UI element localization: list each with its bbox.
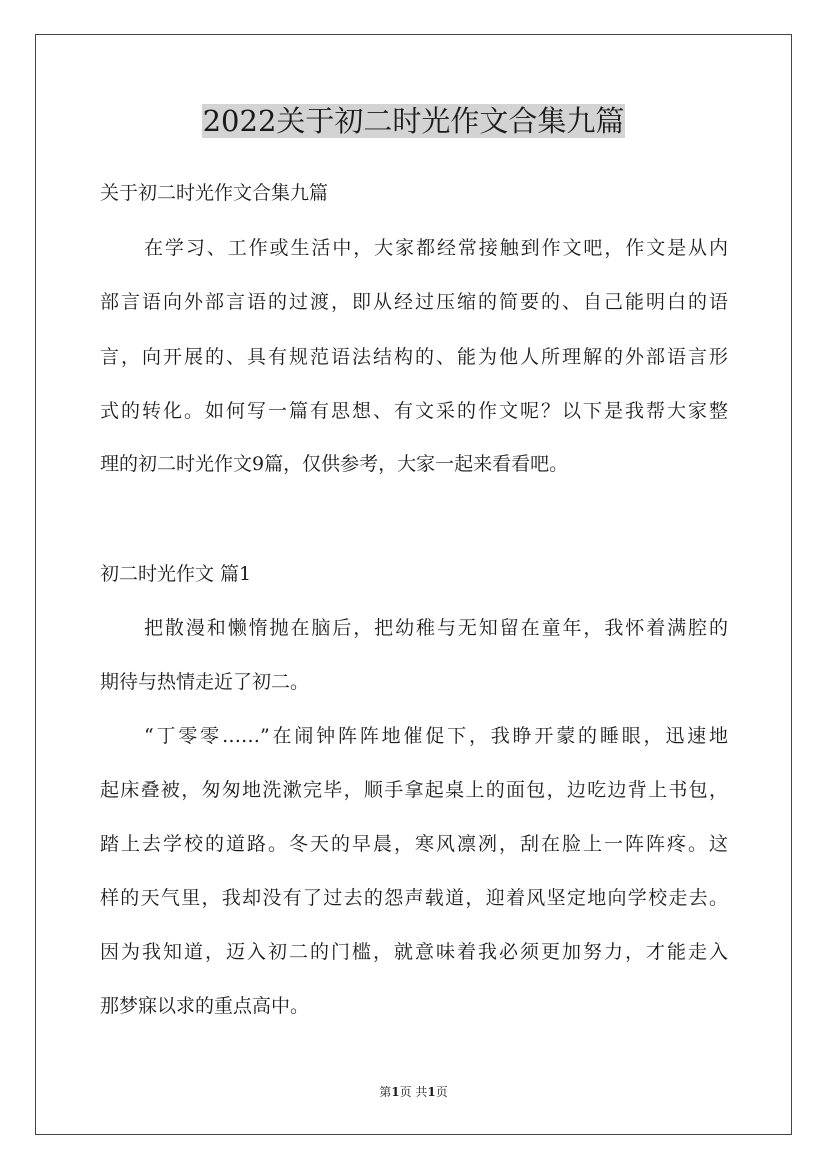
page-footer xyxy=(0,1084,827,1100)
section1-para2-line-5: 因为我知道，迈入初二的门槛，就意味着我必须更加努力，才能走入 xyxy=(100,941,728,963)
intro-line-2: 部言语向外部言语的过渡，即从经过压缩的简要的、自己能明白的语 xyxy=(100,291,728,313)
intro-line-5: 理的初二时光作文9篇，仅供参考，大家一起来看看吧。 xyxy=(100,453,569,475)
footer-suffix: 页 xyxy=(435,1085,448,1099)
footer-page-total: 1 xyxy=(427,1085,436,1099)
intro-line-4: 式的转化。如何写一篇有思想、有文采的作文呢？以下是我帮大家整 xyxy=(100,400,728,422)
section1-para2-line-2: 起床叠被，匆匆地洗漱完毕，顺手拿起桌上的面包，边吃边背上书包， xyxy=(100,779,728,801)
footer-mid: 页 共 xyxy=(399,1085,428,1099)
section1-para2-line-4: 样的天气里，我却没有了过去的怨声载道，迎着风坚定地向学校走去。 xyxy=(100,887,728,909)
document-subtitle: 关于初二时光作文合集九篇 xyxy=(100,182,329,204)
section1-para1-line-2: 期待与热情走近了初二。 xyxy=(100,671,310,693)
section1-para2-line-1: “丁零零……”在闹钟阵阵地催促下，我睁开蒙的睡眼，迅速地 xyxy=(144,725,728,747)
intro-line-3: 言，向开展的、具有规范语法结构的、能为他人所理解的外部语言形 xyxy=(100,346,728,368)
footer-prefix: 第 xyxy=(379,1085,392,1099)
section-heading: 初二时光作文 篇1 xyxy=(100,563,252,585)
section1-para2-line-6: 那梦寐以求的重点高中。 xyxy=(100,995,310,1017)
document-title-text: 2022关于初二时光作文合集九篇 xyxy=(202,104,625,138)
document-title xyxy=(0,99,827,143)
section1-para2-line-3: 踏上去学校的道路。冬天的早晨，寒风凛冽，刮在脸上一阵阵疼。这 xyxy=(100,833,728,855)
footer-page-current: 1 xyxy=(391,1085,400,1099)
section1-para1-line-1: 把散漫和懒惰抛在脑后，把幼稚与无知留在童年，我怀着满腔的 xyxy=(144,617,728,639)
intro-line-1: 在学习、工作或生活中，大家都经常接触到作文吧，作文是从内 xyxy=(144,237,728,259)
